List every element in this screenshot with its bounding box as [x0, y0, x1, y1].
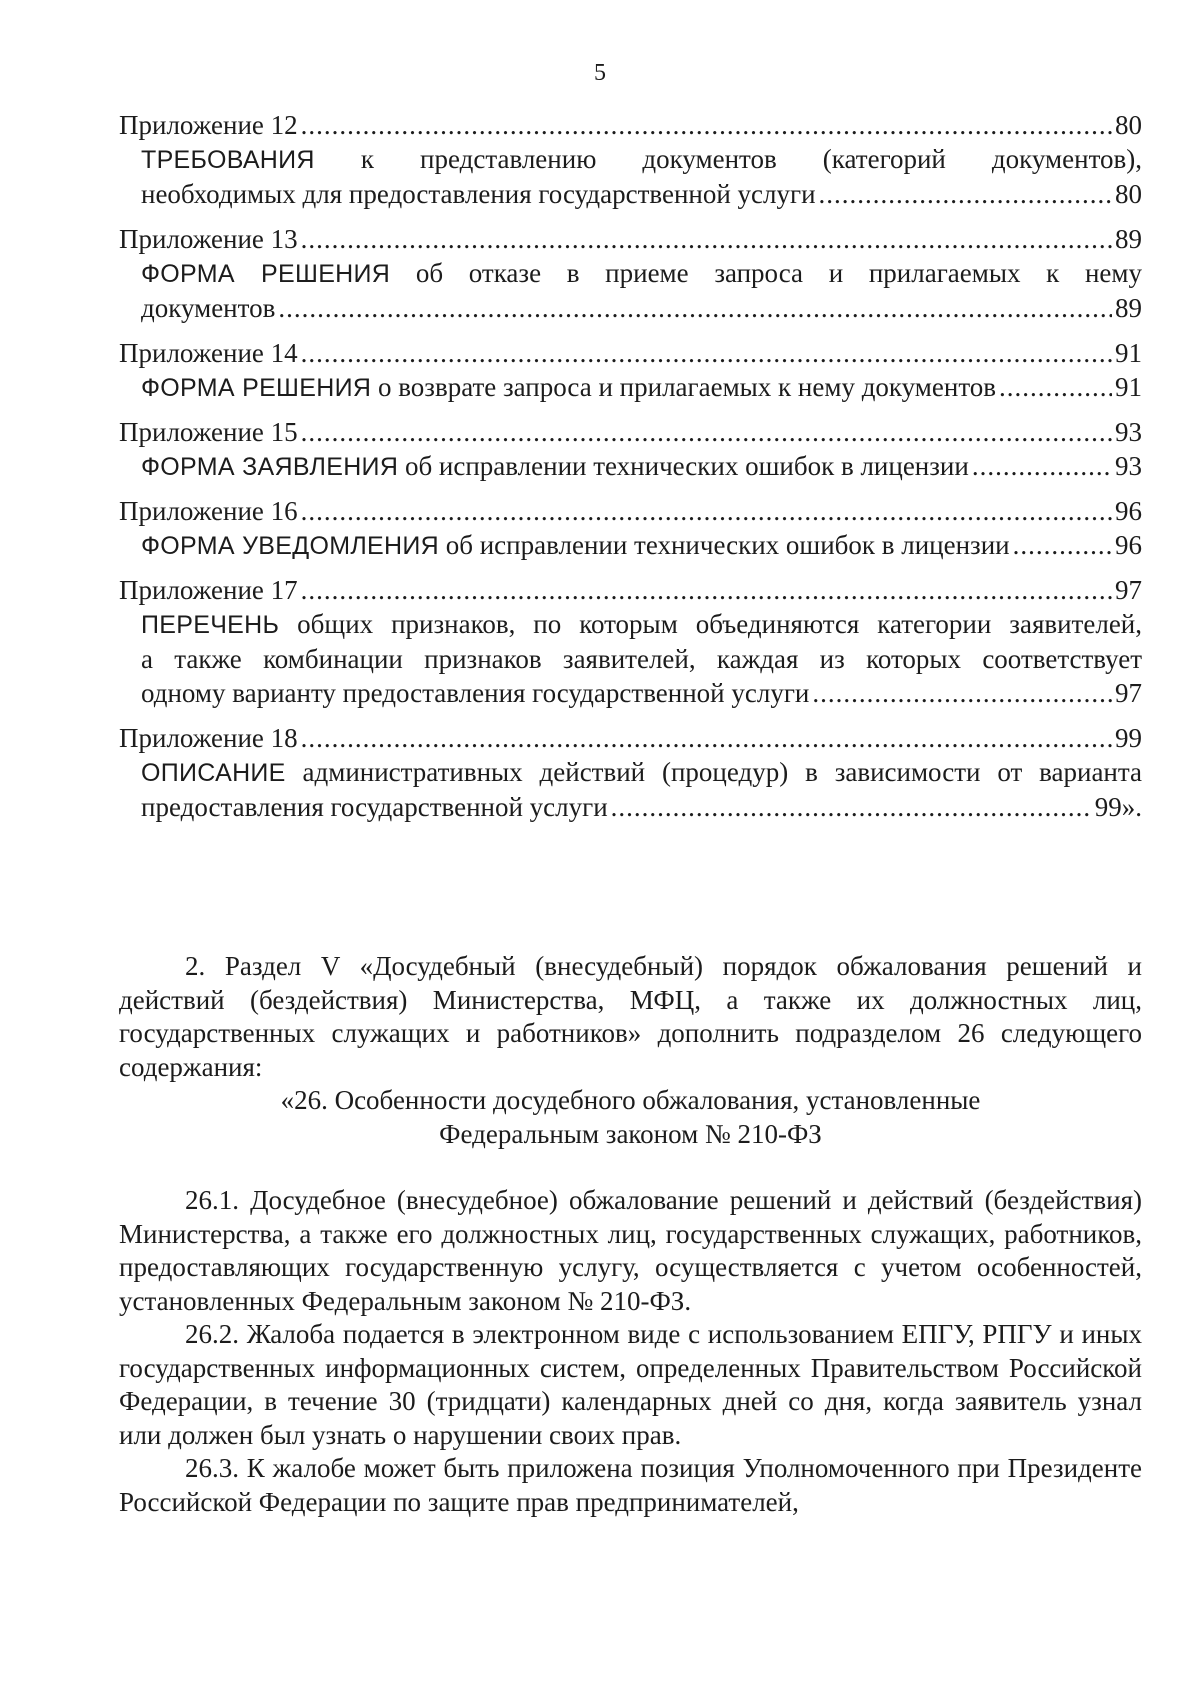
paragraph-26-3: 26.3. К жалобе может быть приложена позиция Уполномоченного при Президенте Российской Федерации по защите прав предпринимателей,: [119, 1453, 1142, 1517]
toc-page-number: 99».: [1094, 792, 1142, 822]
toc-description-text: к представлению документов (категорий документов),: [360, 144, 1142, 174]
toc-description-text: предоставления государственной услуги: [141, 792, 608, 822]
subsection-heading-line-2: Федеральным законом № 210-ФЗ: [439, 1118, 822, 1149]
toc-appendix-17[interactable]: [119, 573, 1142, 607]
toc-description-text: одному варианту предоставления государственной услуги: [141, 678, 810, 708]
toc-keyword: ФОРМА РЕШЕНИЯ: [141, 260, 391, 288]
toc-appendix-18[interactable]: [119, 721, 1142, 755]
toc-page-number: 89: [1115, 224, 1142, 254]
toc-description-text: о возврате запроса и прилагаемых к нему документов: [377, 372, 997, 402]
toc-appendix-16[interactable]: [119, 494, 1142, 528]
toc-page-number: 93: [1115, 417, 1142, 447]
toc-description: [119, 642, 1142, 676]
toc-appendix-15[interactable]: [119, 415, 1142, 449]
toc-description-text: необходимых для предоставления государственной услуги: [141, 179, 816, 209]
toc-leader-dots: [278, 291, 1112, 325]
toc-page-number: 89: [1115, 293, 1142, 323]
toc-page-number: 80: [1115, 110, 1142, 140]
toc-page-number: 80: [1115, 179, 1142, 209]
toc-keyword: ПЕРЕЧЕНЬ: [141, 611, 280, 639]
toc-page-number: 97: [1115, 678, 1142, 708]
toc-description-text: об исправлении технических ошибок в лицензии: [445, 530, 1010, 560]
toc-leader-dots: [301, 494, 1112, 528]
toc-description-text: документов: [141, 293, 276, 323]
toc-leader-dots: [301, 415, 1112, 449]
toc-description-text: об отказе в приеме запроса и прилагаемых к нему: [415, 258, 1142, 288]
toc-description-line[interactable]: [119, 449, 1142, 483]
toc-leader-dots: [301, 573, 1112, 607]
toc-page-number: 91: [1115, 372, 1142, 402]
toc-page-number: 99: [1115, 723, 1142, 753]
toc-keyword: ОПИСАНИЕ: [141, 759, 286, 787]
body-text: [119, 950, 1142, 1519]
toc-leader-dots: [1013, 528, 1112, 562]
toc-description-last-line[interactable]: [119, 676, 1142, 710]
toc-description-line[interactable]: [119, 370, 1142, 404]
toc-appendix-13[interactable]: [119, 222, 1142, 256]
toc-leader-dots: [972, 449, 1112, 483]
toc-description: [119, 607, 1142, 642]
toc-appendix-title: Приложение 17: [119, 575, 298, 605]
toc-appendix-title: Приложение 12: [119, 110, 298, 140]
toc-description-last-line[interactable]: [119, 790, 1142, 824]
toc-description: [119, 142, 1142, 177]
toc-keyword: ТРЕБОВАНИЯ: [141, 146, 315, 174]
toc-leader-dots: [819, 177, 1112, 211]
toc-description: [119, 755, 1142, 790]
toc-keyword: ФОРМА УВЕДОМЛЕНИЯ: [141, 532, 439, 560]
toc-leader-dots: [301, 222, 1112, 256]
toc-description-line[interactable]: [119, 528, 1142, 562]
toc-leader-dots: [999, 370, 1112, 404]
toc-keyword: ФОРМА ЗАЯВЛЕНИЯ: [141, 453, 399, 481]
toc-leader-dots: [301, 721, 1112, 755]
toc-description-last-line[interactable]: [119, 177, 1142, 211]
toc-page-number: 96: [1115, 530, 1142, 560]
table-of-contents: [119, 108, 1142, 824]
toc-appendix-title: Приложение 16: [119, 496, 298, 526]
toc-description-text: об исправлении технических ошибок в лицензии: [404, 451, 969, 481]
toc-description: [119, 256, 1142, 291]
toc-appendix-title: Приложение 18: [119, 723, 298, 753]
toc-appendix-title: Приложение 14: [119, 338, 298, 368]
toc-page-number: 93: [1115, 451, 1142, 481]
paragraph-26-1: 26.1. Досудебное (внесудебное) обжалование решений и действий (бездействия) Министерства, а также его должностных лиц, государственных служащих, работников, предоставляющих государственную услугу, осуществляется с учетом особенностей, установленных Федеральным законом № 210-ФЗ.: [119, 1185, 1142, 1316]
toc-page-number: 96: [1115, 496, 1142, 526]
toc-page-number: 91: [1115, 338, 1142, 368]
toc-description-text: административных действий (процедур) в зависимости от варианта: [302, 757, 1142, 787]
toc-appendix-12[interactable]: [119, 108, 1142, 142]
subsection-heading-line-1: «26. Особенности досудебного обжалования, установленные: [280, 1085, 981, 1115]
page-number: 5: [594, 60, 606, 86]
toc-leader-dots: [301, 108, 1112, 142]
toc-description-last-line[interactable]: [119, 291, 1142, 325]
toc-keyword: ФОРМА РЕШЕНИЯ: [141, 374, 372, 402]
toc-leader-dots: [611, 790, 1092, 824]
toc-appendix-14[interactable]: [119, 336, 1142, 370]
toc-description-text: а также комбинации признаков заявителей, каждая из которых соответствует: [141, 644, 1142, 674]
toc-appendix-title: Приложение 15: [119, 417, 298, 447]
toc-description-text: общих признаков, по которым объединяются категории заявителей,: [297, 609, 1142, 639]
toc-leader-dots: [301, 336, 1112, 370]
toc-page-number: 97: [1115, 575, 1142, 605]
toc-leader-dots: [812, 676, 1112, 710]
paragraph-26-2: 26.2. Жалоба подается в электронном виде с использованием ЕПГУ, РПГУ и иных государственных информационных систем, определенных Правительством Российской Федерации, в течение 30 (тридцати) календарных дней со дня, когда заявитель узнал или должен был узнать о нарушении своих прав.: [119, 1319, 1142, 1450]
paragraph-section-2: 2. Раздел V «Досудебный (внесудебный) порядок обжалования решений и действий (бездействия) Министерства, МФЦ, а также их должностных лиц, государственных служащих и работников» дополнить подразделом 26 следующего содержания:: [119, 951, 1142, 1082]
toc-appendix-title: Приложение 13: [119, 224, 298, 254]
